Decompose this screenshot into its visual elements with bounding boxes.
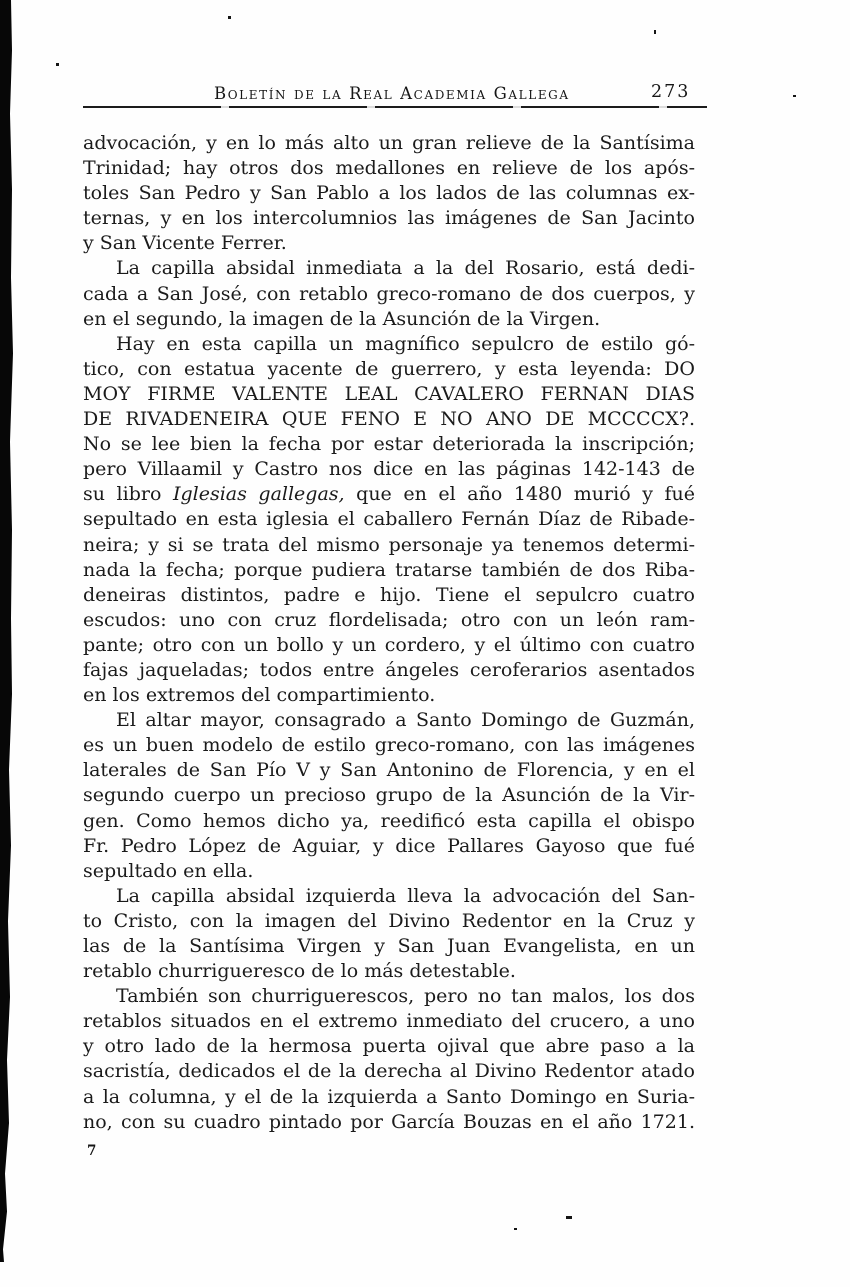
text-run: neira; y si se trata del mismo personaje ya tenemos determi- [83, 533, 695, 556]
paragraph [83, 708, 695, 884]
text-line [83, 206, 695, 231]
scan-speck [654, 30, 656, 34]
text-line [83, 282, 695, 307]
text-line [83, 1034, 695, 1059]
text-run: advocación, y en lo más alto un gran relieve de la Santísima [83, 132, 695, 154]
text-run: deneiras distintos, padre e hijo. Tiene el sepulcro cuatro [83, 583, 695, 606]
text-run: retablo churrigueresco de lo más detestable. [83, 960, 516, 983]
text-run: También son churriguerescos, pero no tan malos, los dos [116, 985, 695, 1008]
text-run: Fr. Pedro López de Aguiar, y dice Pallares Gayoso que fué [83, 834, 695, 857]
text-run: y San Vicente Ferrer. [83, 232, 287, 255]
text-run: ternas, y en los intercolumnios las imágenes de San Jacinto [83, 207, 695, 230]
text-line [83, 859, 695, 884]
text-run: nada la fecha; porque pudiera tratarse también de dos Riba- [83, 558, 695, 581]
text-run: sacristía, dedicados el de la derecha al Divino Redentor atado [83, 1060, 695, 1083]
text-run: retablos situados en el extremo inmediato del crucero, a uno [83, 1010, 695, 1033]
signature-mark: 7 [87, 1143, 97, 1159]
text-line [83, 181, 695, 206]
text-line [83, 783, 695, 808]
text-run: tico, con estatua yacente de guerrero, y esta leyenda: DO [83, 357, 695, 380]
scan-speck [514, 1228, 517, 1230]
text-run: en los extremos del compartimiento. [83, 684, 436, 707]
paragraph [83, 884, 695, 984]
text-line [83, 407, 695, 432]
text-run: laterales de San Pío V y San Antonino de Florencia, y en el [83, 759, 695, 782]
text-line [83, 558, 695, 583]
text-line [83, 909, 695, 934]
text-line [83, 633, 695, 658]
text-run: La capilla absidal inmediata a la del Rosario, está dedi- [116, 257, 695, 280]
text-run: a la columna, y el de la izquierda a Santo Domingo en Suria- [83, 1085, 695, 1108]
text-line [83, 683, 695, 708]
text-line [83, 934, 695, 959]
text-line [83, 231, 695, 256]
text-line [83, 382, 695, 407]
scan-speck [228, 16, 231, 19]
text-run: que en el año 1480 murió y fué [344, 483, 696, 506]
text-line [83, 307, 695, 332]
text-run: pero Villaamil y Castro nos dice en las páginas 142-143 de [83, 458, 695, 481]
book-binding-shadow [0, 0, 13, 1262]
text-run: y otro lado de la hermosa puerta ojival que abre paso a la [83, 1035, 695, 1058]
text-run: en el segundo, la imagen de la Asunción de la Virgen. [83, 307, 601, 330]
text-line [83, 533, 695, 558]
text-line [83, 131, 695, 156]
text-run: to Cristo, con la imagen del Divino Redentor en la Cruz y [83, 909, 695, 932]
text-line [83, 733, 695, 758]
text-run: gen. Como hemos dicho ya, reedificó esta capilla el obispo [83, 809, 695, 832]
paragraph [83, 984, 695, 1135]
text-run: Trinidad; hay otros dos medallones en relieve de los após- [83, 157, 695, 180]
text-line [83, 959, 695, 984]
text-line [83, 884, 695, 909]
text-line [83, 608, 695, 633]
paragraph [83, 131, 695, 256]
body-text [83, 131, 695, 1135]
text-run: las de la Santísima Virgen y San Juan Evangelista, en un [83, 935, 695, 957]
page-number: 273 [651, 82, 691, 102]
scan-speck [793, 95, 796, 97]
text-run: cada a San José, con retablo greco-romano de dos cuerpos, y [83, 282, 695, 305]
italic-text-run: Iglesias gallegas, [172, 483, 345, 506]
text-line [83, 1085, 695, 1110]
text-run: segundo cuerpo un precioso grupo de la Asunción de la Vir- [83, 784, 695, 807]
text-run: MOY FIRME VALENTE LEAL CAVALERO FERNAN DIAS [83, 382, 695, 405]
text-run: DE RIVADENEIRA QUE FENO E NO ANO DE MCCCCX?. [83, 408, 695, 431]
text-line [83, 1009, 695, 1034]
text-run: No se lee bien la fecha por estar deteriorada la inscripción; [83, 433, 695, 456]
text-line [83, 156, 695, 181]
text-line [83, 658, 695, 683]
text-line [83, 758, 695, 783]
text-line [83, 332, 695, 357]
text-run: fajas jaqueladas; todos entre ángeles ceroferarios asentados [83, 658, 695, 681]
text-line [83, 583, 695, 608]
header-rule [83, 106, 707, 108]
text-run: toles San Pedro y San Pablo a los lados de las columnas ex- [83, 182, 695, 205]
text-line [83, 256, 695, 281]
text-line [83, 834, 695, 859]
text-line [83, 457, 695, 482]
text-line [83, 984, 695, 1009]
scan-speck [56, 63, 59, 66]
paragraph [83, 332, 695, 708]
text-run: su libro [83, 483, 173, 506]
text-line [83, 809, 695, 834]
text-line [83, 507, 695, 532]
text-line [83, 708, 695, 733]
journal-title: Boletín de la Real Academia Gallega [214, 84, 570, 103]
text-line [83, 432, 695, 457]
text-run: no, con su cuadro pintado por García Bouzas en el año 1721. [83, 1110, 695, 1133]
text-run: pante; otro con un bollo y un cordero, y el último con cuatro [83, 633, 695, 656]
text-run: La capilla absidal izquierda lleva la advocación del San- [116, 884, 695, 907]
paragraph [83, 256, 695, 331]
text-line [83, 482, 695, 507]
text-line [83, 1059, 695, 1084]
text-line [83, 357, 695, 382]
text-run: escudos: uno con cruz flordelisada; otro con un león ram- [83, 608, 695, 631]
scan-speck [566, 1216, 572, 1219]
text-run: El altar mayor, consagrado a Santo Domingo de Guzmán, [116, 709, 695, 732]
text-run: sepultado en esta iglesia el caballero Fernán Díaz de Ribade- [83, 508, 695, 531]
text-line [83, 1110, 695, 1135]
text-run: sepultado en ella. [83, 859, 254, 882]
text-run: Hay en esta capilla un magnífico sepulcro de estilo gó- [116, 332, 695, 355]
text-run: es un buen modelo de estilo greco-romano, con las imágenes [83, 734, 695, 757]
